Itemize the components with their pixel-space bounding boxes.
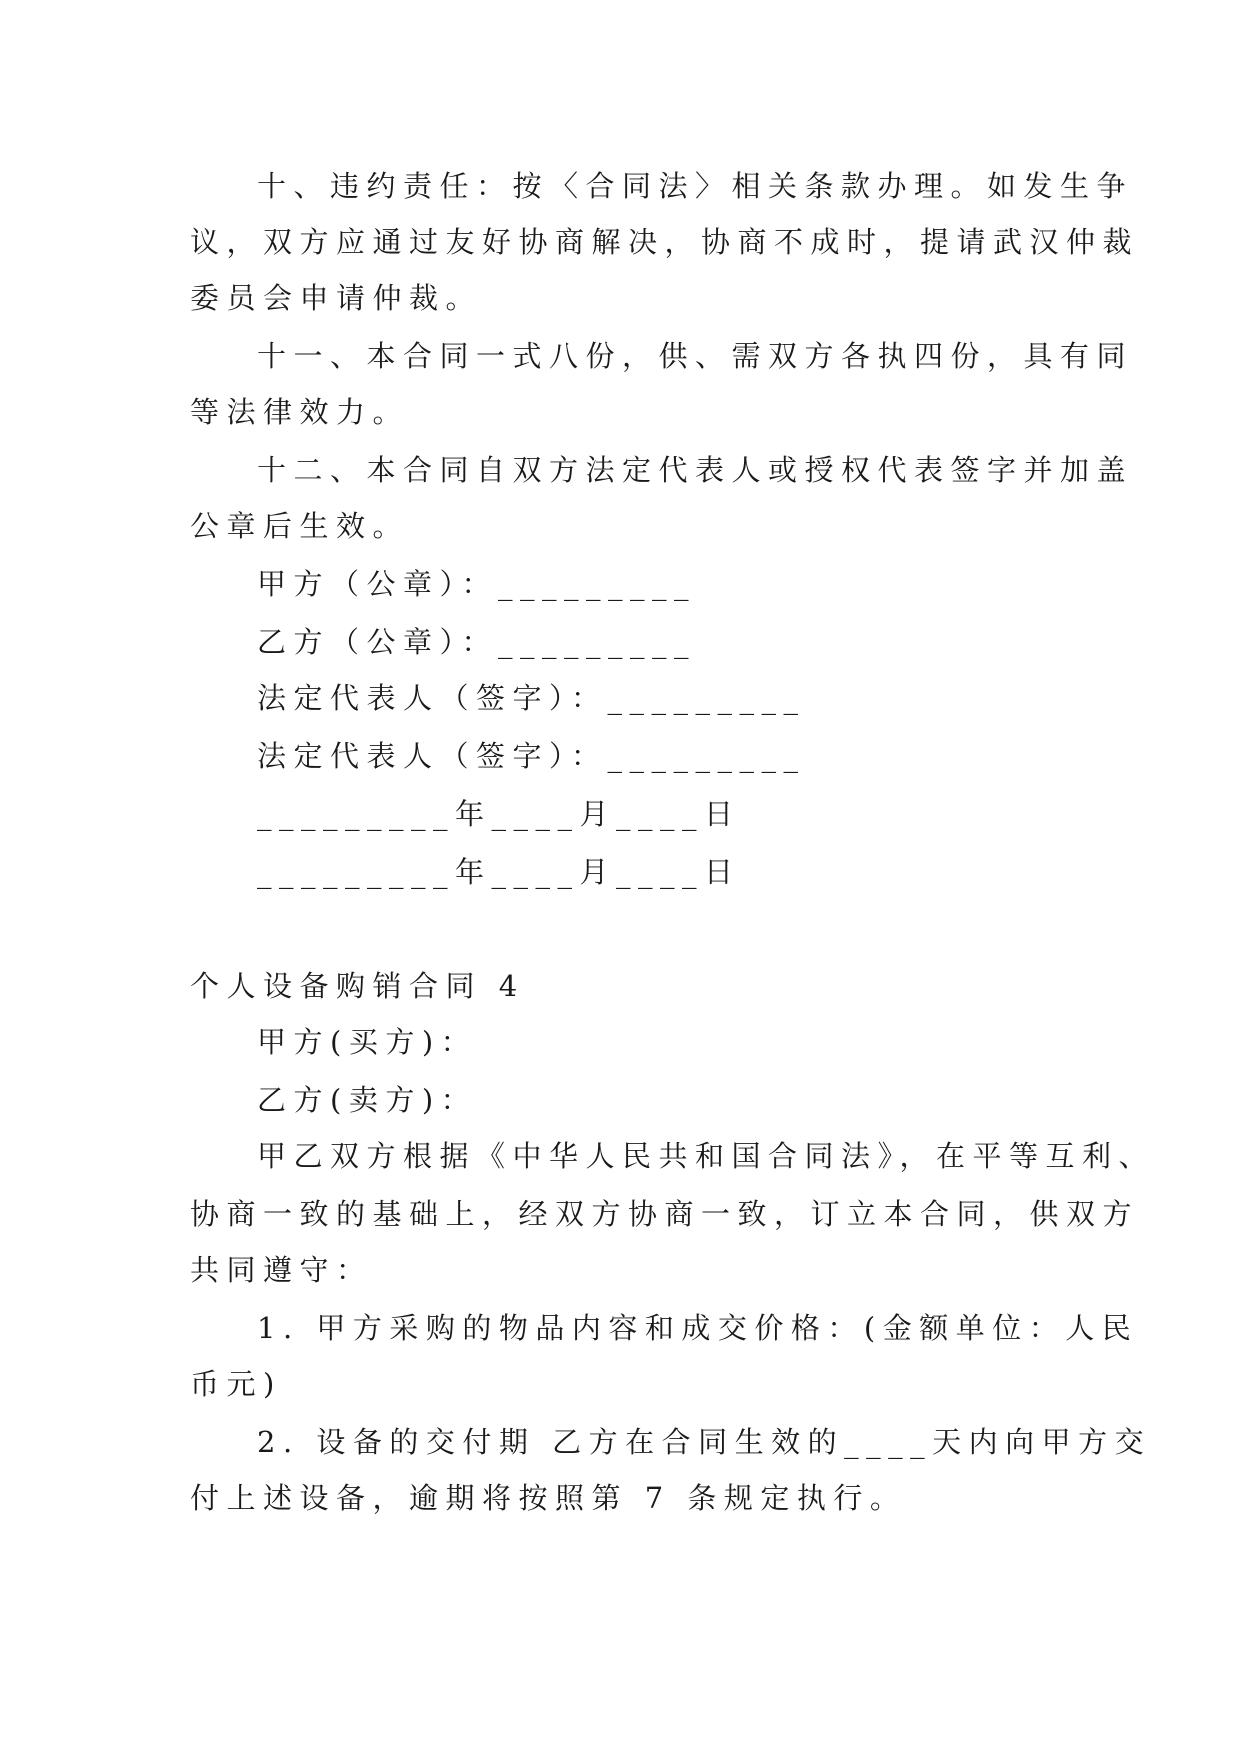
item-2-line-2: 付上述设备，逾期将按照第 7 条规定执行。 [190,1481,907,1515]
clause-11-line-1: 十一、本合同一式八份，供、需双方各执四份，具有同 [257,339,1134,373]
clause-11-line-2: 等法律效力。 [190,395,410,429]
preamble-line-3: 共同遵守： [190,1253,373,1287]
seller-line: 乙方(卖方)： [257,1083,478,1117]
section-title: 个人设备购销合同 4 [190,969,525,1003]
item-1-line-2: 币元) [190,1367,282,1401]
clause-12-line-2: 公章后生效。 [190,509,410,543]
clause-10-line-2: 议，双方应通过友好协商解决，协商不成时，提请武汉仲裁 [190,225,1140,259]
party-a-seal-line: 甲方（公章）：_________ [257,567,697,601]
legal-rep-signature-line-2: 法定代表人（签字）：_________ [257,739,806,773]
clause-12-line-1: 十二、本合同自双方法定代表人或授权代表签字并加盖 [257,453,1134,487]
party-b-seal-line: 乙方（公章）：_________ [257,625,697,659]
date-line-2: _________年____月____日 [257,855,741,889]
item-1-line-1: 1. 甲方采购的物品内容和成交价格：(金额单位：人民 [257,1311,1139,1345]
preamble-line-1: 甲乙双方根据《中华人民共和国合同法》，在平等互利、 [257,1139,1156,1173]
preamble-line-2: 协商一致的基础上，经双方协商一致，订立本合同，供双方 [190,1197,1140,1231]
item-2-line-1: 2. 设备的交付期 乙方在合同生效的____天内向甲方交 [257,1425,1152,1459]
buyer-line: 甲方(买方)： [257,1025,478,1059]
date-line-1: _________年____月____日 [257,797,741,831]
clause-10-line-3: 委员会申请仲裁。 [190,281,483,315]
clause-10-line-1: 十、违约责任：按〈合同法〉相关条款办理。如发生争 [257,169,1134,203]
legal-rep-signature-line-1: 法定代表人（签字）：_________ [257,681,806,715]
